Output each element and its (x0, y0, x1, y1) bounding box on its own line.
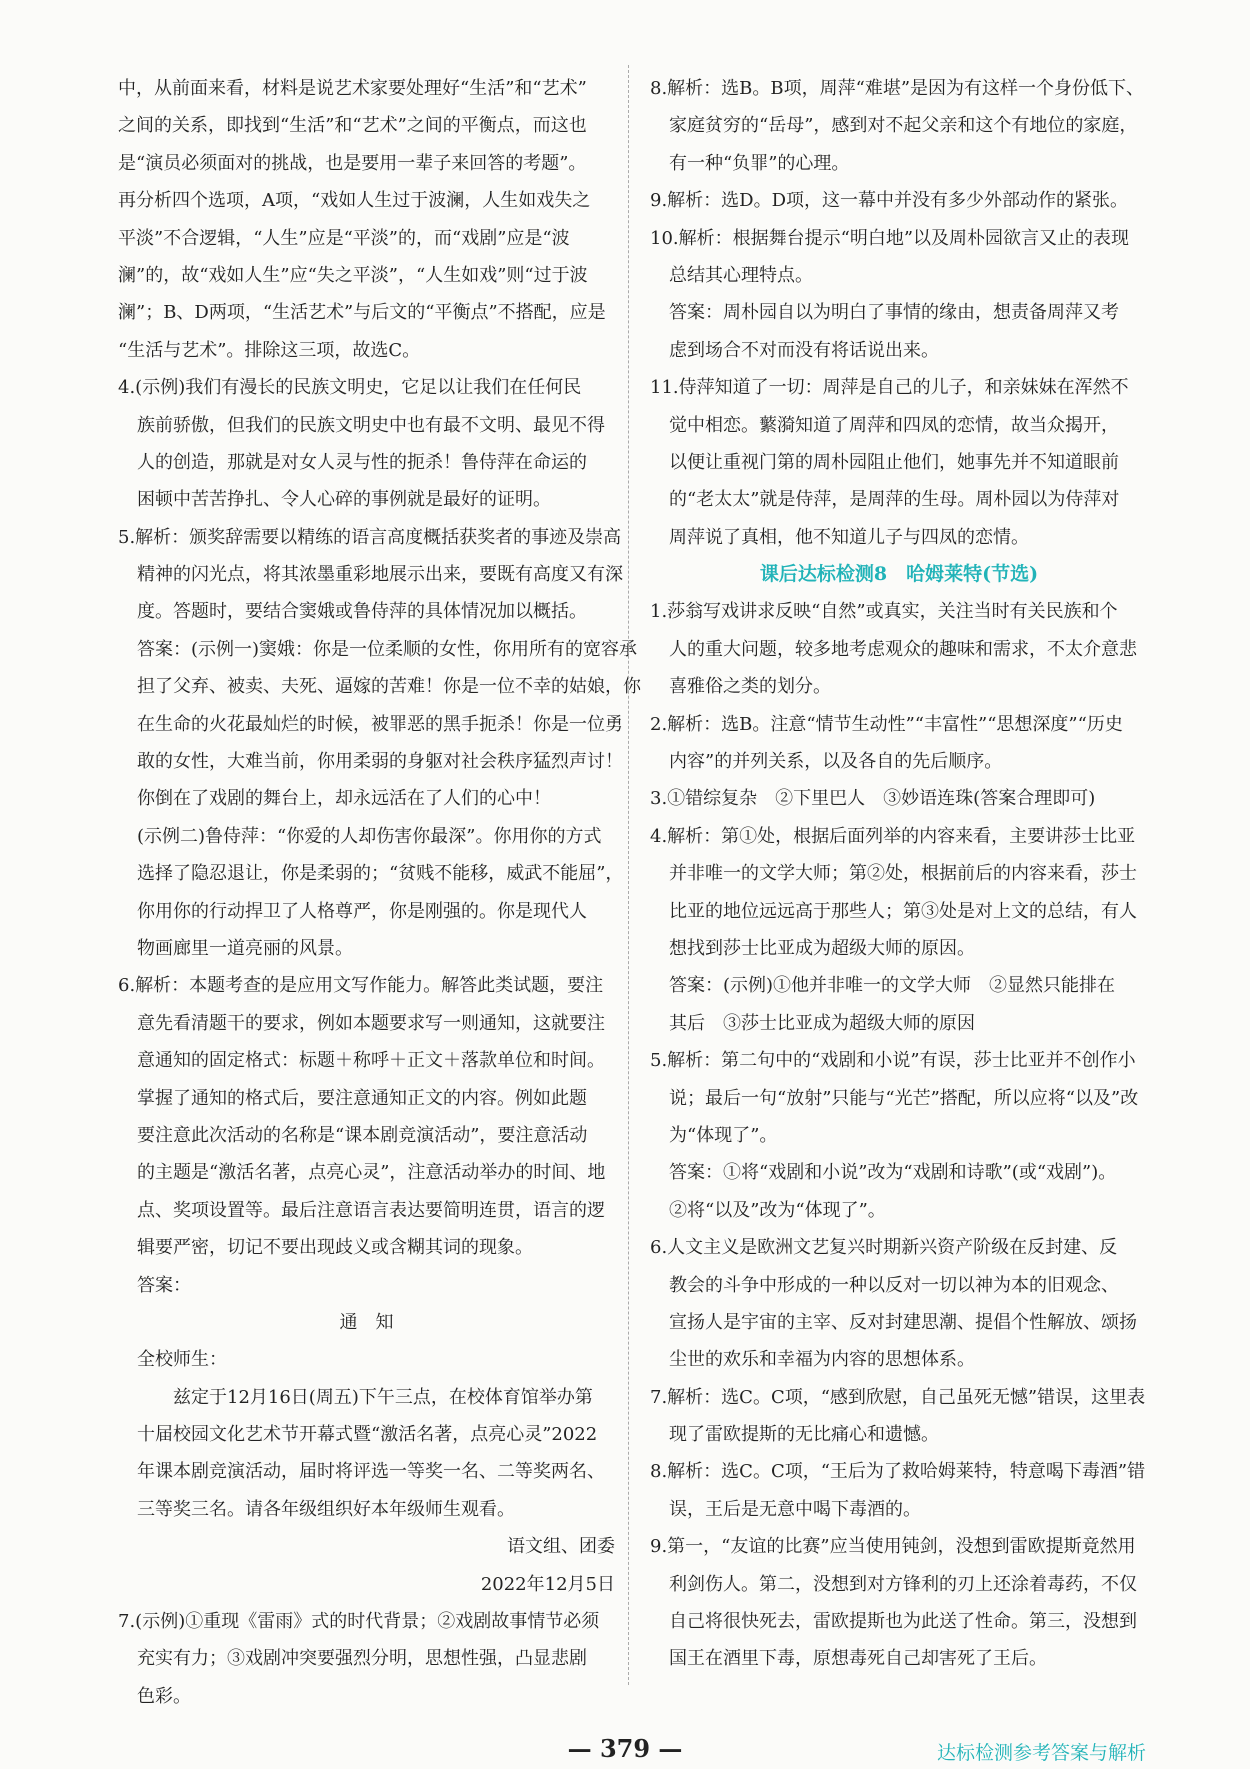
text-line: 以便让重视门第的周朴园阻止他们，她事先并不知道眼前 (669, 451, 1119, 473)
text-line: 利剑伤人。第二，没想到对方锋利的刃上还涂着毒药，不仅 (669, 1573, 1137, 1595)
text-line: 为“体现了”。 (669, 1124, 778, 1146)
text-line: 周萍说了真相，他不知道儿子与四凤的恋情。 (669, 526, 1029, 548)
text-line: 6.人文主义是欧洲文艺复兴时期新兴资产阶级在反封建、反 (650, 1237, 1118, 1259)
text-line: 宣扬人是宇宙的主宰、反对封建思潮、提倡个性解放、颂扬 (669, 1311, 1137, 1333)
text-line: 喜雅俗之类的划分。 (669, 676, 831, 698)
text-line: 十届校园文化艺术节开幕式暨“激活名著，点亮心灵”2022 (137, 1424, 598, 1446)
text-line: 教会的斗争中形成的一种以反对一切以神为本的旧观念、 (669, 1274, 1119, 1296)
text-line: 并非唯一的文学大师；第②处，根据前后的内容来看，莎士 (669, 863, 1137, 885)
text-line: 意先看清题干的要求，例如本题要求写一则通知，这就要注 (137, 1012, 605, 1034)
text-line: 国王在酒里下毒，原想毒死自己却害死了王后。 (669, 1648, 1047, 1670)
text-line: 澜”的，故“戏如人生”应“失之平淡”，“人生如戏”则“过于波 (118, 264, 588, 286)
text-line: 色彩。 (137, 1685, 191, 1707)
text-line: 家庭贫穷的“岳母”，感到对不起父亲和这个有地位的家庭， (669, 115, 1138, 137)
text-line: 4.解析：第①处，根据后面列举的内容来看，主要讲莎士比亚 (650, 825, 1136, 847)
text-line: 平淡”不合逻辑，“人生”应是“平淡”的，而“戏剧”应是“波 (118, 227, 570, 249)
text-line: 要注意此次活动的名称是“课本剧竞演活动”，要注意活动 (137, 1124, 588, 1146)
text-line: 你倒在了戏剧的舞台上，却永远活在了人们的心中！ (137, 788, 551, 810)
text-line: 有一种“负罪”的心理。 (669, 152, 850, 174)
text-line: 5.解析：第二句中的“戏剧和小说”有误，莎士比亚并不创作小 (650, 1050, 1136, 1072)
text-line: 觉中相恋。蘩漪知道了周萍和四凤的恋情，故当众揭开， (669, 414, 1119, 436)
text-line: 11.侍萍知道了一切：周萍是自己的儿子，和亲妹妹在浑然不 (650, 377, 1129, 399)
text-line: 答案：①将“戏剧和小说”改为“戏剧和诗歌”(或“戏剧”)。 (669, 1162, 1117, 1184)
text-line: 中，从前面来看，材料是说艺术家要处理好“生活”和“艺术” (118, 78, 587, 99)
text-line: 物画廊里一道亮丽的风景。 (137, 937, 353, 959)
text-line: 10.解析：根据舞台提示“明白地”以及周朴园欲言又止的表现 (650, 227, 1130, 249)
text-line: 意通知的固定格式：标题＋称呼＋正文＋落款单位和时间。 (137, 1050, 605, 1072)
text-line: 人的创造，那就是对女人灵与性的扼杀！鲁侍萍在命运的 (137, 451, 587, 473)
text-line: 充实有力；③戏剧冲突要强烈分明，思想性强，凸显悲剧 (137, 1648, 587, 1670)
page-number: — 379 — (567, 1734, 683, 1763)
text-line: 选择了隐忍退让，你是柔弱的；“贫贱不能移，威武不能屈”， (137, 863, 624, 885)
text-line: 的主题是“激活名著，点亮心灵”，注意活动举办的时间、地 (137, 1162, 606, 1184)
right-column (650, 70, 1148, 1678)
text-line: 精神的闪光点，将其浓墨重彩地展示出来，要既有高度又有深 (137, 564, 623, 586)
text-line: 虑到场合不对而没有将话说出来。 (669, 339, 939, 361)
text-line: 8.解析：选B。B项，周萍“难堪”是因为有这样一个身份低下、 (650, 78, 1145, 99)
text-line: 年课本剧竞演活动，届时将评选一等奖一名、二等奖两名、 (137, 1461, 605, 1483)
text-line: 答案：(示例一)窦娥：你是一位柔顺的女性，你用所有的宽容承 (137, 638, 638, 660)
text-line: 3.①错综复杂 ②下里巴人 ③妙语连珠(答案合理即可) (650, 788, 1096, 810)
text-line: 内容”的并列关系，以及各自的先后顺序。 (669, 751, 1003, 773)
text-line: 8.解析：选C。C项，“王后为了救哈姆莱特，特意喝下毒酒”错 (650, 1461, 1146, 1483)
text-line: 答案： (137, 1274, 191, 1296)
text-line: 辑要严密，切记不要出现歧义或含糊其词的现象。 (137, 1237, 533, 1259)
text-line: 总结其心理特点。 (669, 264, 813, 286)
text-line: 你用你的行动捍卫了人格尊严，你是刚强的。你是现代人 (137, 900, 587, 922)
text-line: 人的重大问题，较多地考虑观众的趣味和需求，不太介意悲 (669, 638, 1137, 660)
text-line: 通 知 (339, 1311, 394, 1333)
text-line: ②将“以及”改为“体现了”。 (669, 1199, 886, 1221)
text-line: 度。答题时，要结合窦娥或鲁侍萍的具体情况加以概括。 (137, 601, 587, 623)
text-line: 兹定于12月16日(周五)下午三点，在校体育馆举办第 (137, 1386, 593, 1408)
text-line: 比亚的地位远远高于那些人；第③处是对上文的总结，有人 (669, 900, 1137, 922)
text-line: 的“老太太”就是侍萍，是周萍的生母。周朴园以为侍萍对 (669, 489, 1120, 511)
text-line: 答案：周朴园自以为明白了事情的缘由，想责备周萍又考 (669, 302, 1119, 324)
text-line: 自己将很快死去，雷欧提斯也为此送了性命。第三，没想到 (669, 1611, 1137, 1633)
text-line: 7.(示例)①重现《雷雨》式的时代背景；②戏剧故事情节必须 (118, 1611, 600, 1633)
section-tag: 达标检测参考答案与解析 (936, 1742, 1146, 1764)
text-line: 课后达标检测8 哈姆莱特(节选) (759, 563, 1039, 586)
text-line: 9.解析：选D。D项，这一幕中并没有多少外部动作的紧张。 (650, 190, 1129, 212)
text-line: 2.解析：选B。注意“情节生动性”“丰富性”“思想深度”“历史 (650, 713, 1123, 735)
text-line: 想找到莎士比亚成为超级大师的原因。 (669, 937, 975, 959)
text-line: “生活与艺术”。排除这三项，故选C。 (118, 339, 421, 361)
text-line: 1.莎翁写戏讲求反映“自然”或真实，关注当时有关民族和个 (650, 601, 1118, 623)
text-line: 语文组、团委 (507, 1536, 615, 1558)
text-line: 尘世的欢乐和幸福为内容的思想体系。 (669, 1349, 975, 1371)
text-line: 误，王后是无意中喝下毒酒的。 (669, 1498, 921, 1520)
text-line: 敢的女性，大难当前，你用柔弱的身躯对社会秩序猛烈声讨！ (137, 751, 623, 773)
text-line: 掌握了通知的格式后，要注意通知正文的内容。例如此题 (137, 1087, 587, 1109)
text-line: 6.解析：本题考查的是应用文写作能力。解答此类试题，要注 (118, 975, 604, 997)
text-line: 担了父弃、被卖、夫死、逼嫁的苦难！你是一位不幸的姑娘，你 (137, 676, 641, 698)
text-line: 5.解析：颁奖辞需要以精练的语言高度概括获奖者的事迹及崇高 (118, 526, 622, 548)
text-line: 再分析四个选项，A项，“戏如人生过于波澜，人生如戏失之 (118, 190, 591, 212)
text-line: 三等奖三名。请各年级组织好本年级师生观看。 (137, 1498, 515, 1520)
text-line: 其后 ③莎士比亚成为超级大师的原因 (669, 1012, 975, 1034)
text-line: 9.第一，“友谊的比赛”应当使用钝剑，没想到雷欧提斯竟然用 (650, 1536, 1136, 1558)
text-line: 2022年12月5日 (480, 1573, 615, 1595)
text-line: 全校师生： (137, 1349, 227, 1371)
left-column (118, 70, 641, 1715)
text-line: 答案：(示例)①他并非唯一的文学大师 ②显然只能排在 (669, 975, 1116, 997)
text-line: 7.解析：选C。C项，“感到欣慰，自己虽死无憾”错误，这里表 (650, 1386, 1146, 1408)
text-line: 在生命的火花最灿烂的时候，被罪恶的黑手扼杀！你是一位勇 (137, 713, 623, 735)
text-line: 说；最后一句“放射”只能与“光芒”搭配，所以应将“以及”改 (669, 1087, 1139, 1109)
text-line: 困顿中苦苦挣扎、令人心碎的事例就是最好的证明。 (137, 489, 551, 511)
text-line: 现了雷欧提斯的无比痛心和遗憾。 (669, 1424, 939, 1446)
text-line: 之间的关系，即找到“生活”和“艺术”之间的平衡点，而这也 (118, 115, 587, 137)
text-line: 4.(示例)我们有漫长的民族文明史，它足以让我们在任何民 (118, 377, 582, 399)
column-divider (628, 65, 629, 1685)
text-line: 澜”；B、D两项，“生活艺术”与后文的“平衡点”不搭配，应是 (118, 302, 606, 324)
text-line: 族前骄傲，但我们的民族文明史中也有最不文明、最见不得 (137, 414, 605, 436)
text-line: 点、奖项设置等。最后注意语言表达要简明连贯，语言的逻 (137, 1199, 605, 1221)
text-line: (示例二)鲁侍萍：“你爱的人却伤害你最深”。你用你的方式 (137, 825, 602, 847)
text-line: 是“演员必须面对的挑战，也是要用一辈子来回答的考题”。 (118, 152, 587, 174)
